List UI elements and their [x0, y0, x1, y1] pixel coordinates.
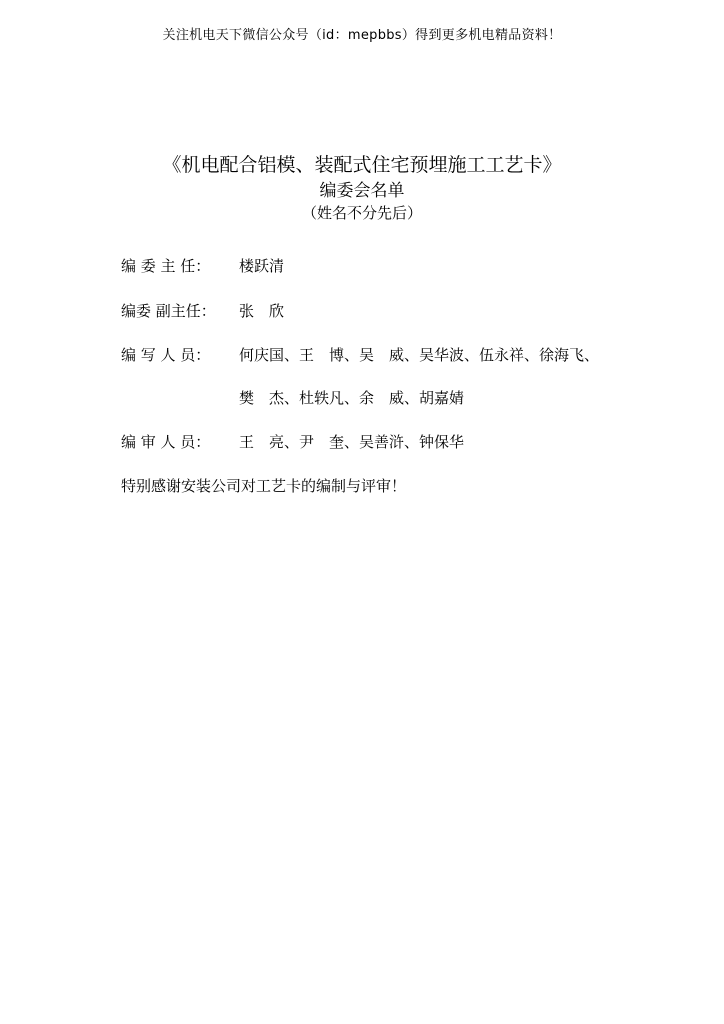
acknowledgement-text: 特别感谢安装公司对工艺卡的编制与评审！ [121, 477, 407, 495]
document-subtitle: 编委会名单 [319, 181, 405, 201]
header-promo-note: 关注机电天下微信公众号（id：mepbbs）得到更多机电精品资料！ [162, 28, 562, 43]
committee-row-deputy-director [121, 300, 284, 321]
committee-value: 楼跃清 [239, 257, 285, 275]
committee-row-writers [121, 344, 599, 365]
committee-label: 编 审 人 员： [121, 433, 211, 451]
committee-value: 张 欣 [239, 302, 285, 320]
committee-row-director [121, 255, 284, 276]
committee-label: 编 委 主 任： [121, 257, 211, 275]
document-title: 《机电配合铝模、装配式住宅预埋施工工艺卡》 [162, 154, 562, 176]
committee-label: 编 写 人 员： [121, 346, 211, 364]
committee-value: 王 亮、尹 奎、吴善浒、钟保华 [239, 433, 465, 451]
committee-label: 编委 副主任： [121, 302, 216, 320]
committee-row-reviewers [121, 431, 464, 452]
committee-writers-continuation: 樊 杰、杜轶凡、余 威、胡嘉婧 [239, 389, 465, 407]
document-order-note: （姓名不分先后） [301, 204, 422, 222]
committee-value: 何庆国、王 博、吴 威、吴华波、伍永祥、徐海飞、 [239, 346, 600, 364]
